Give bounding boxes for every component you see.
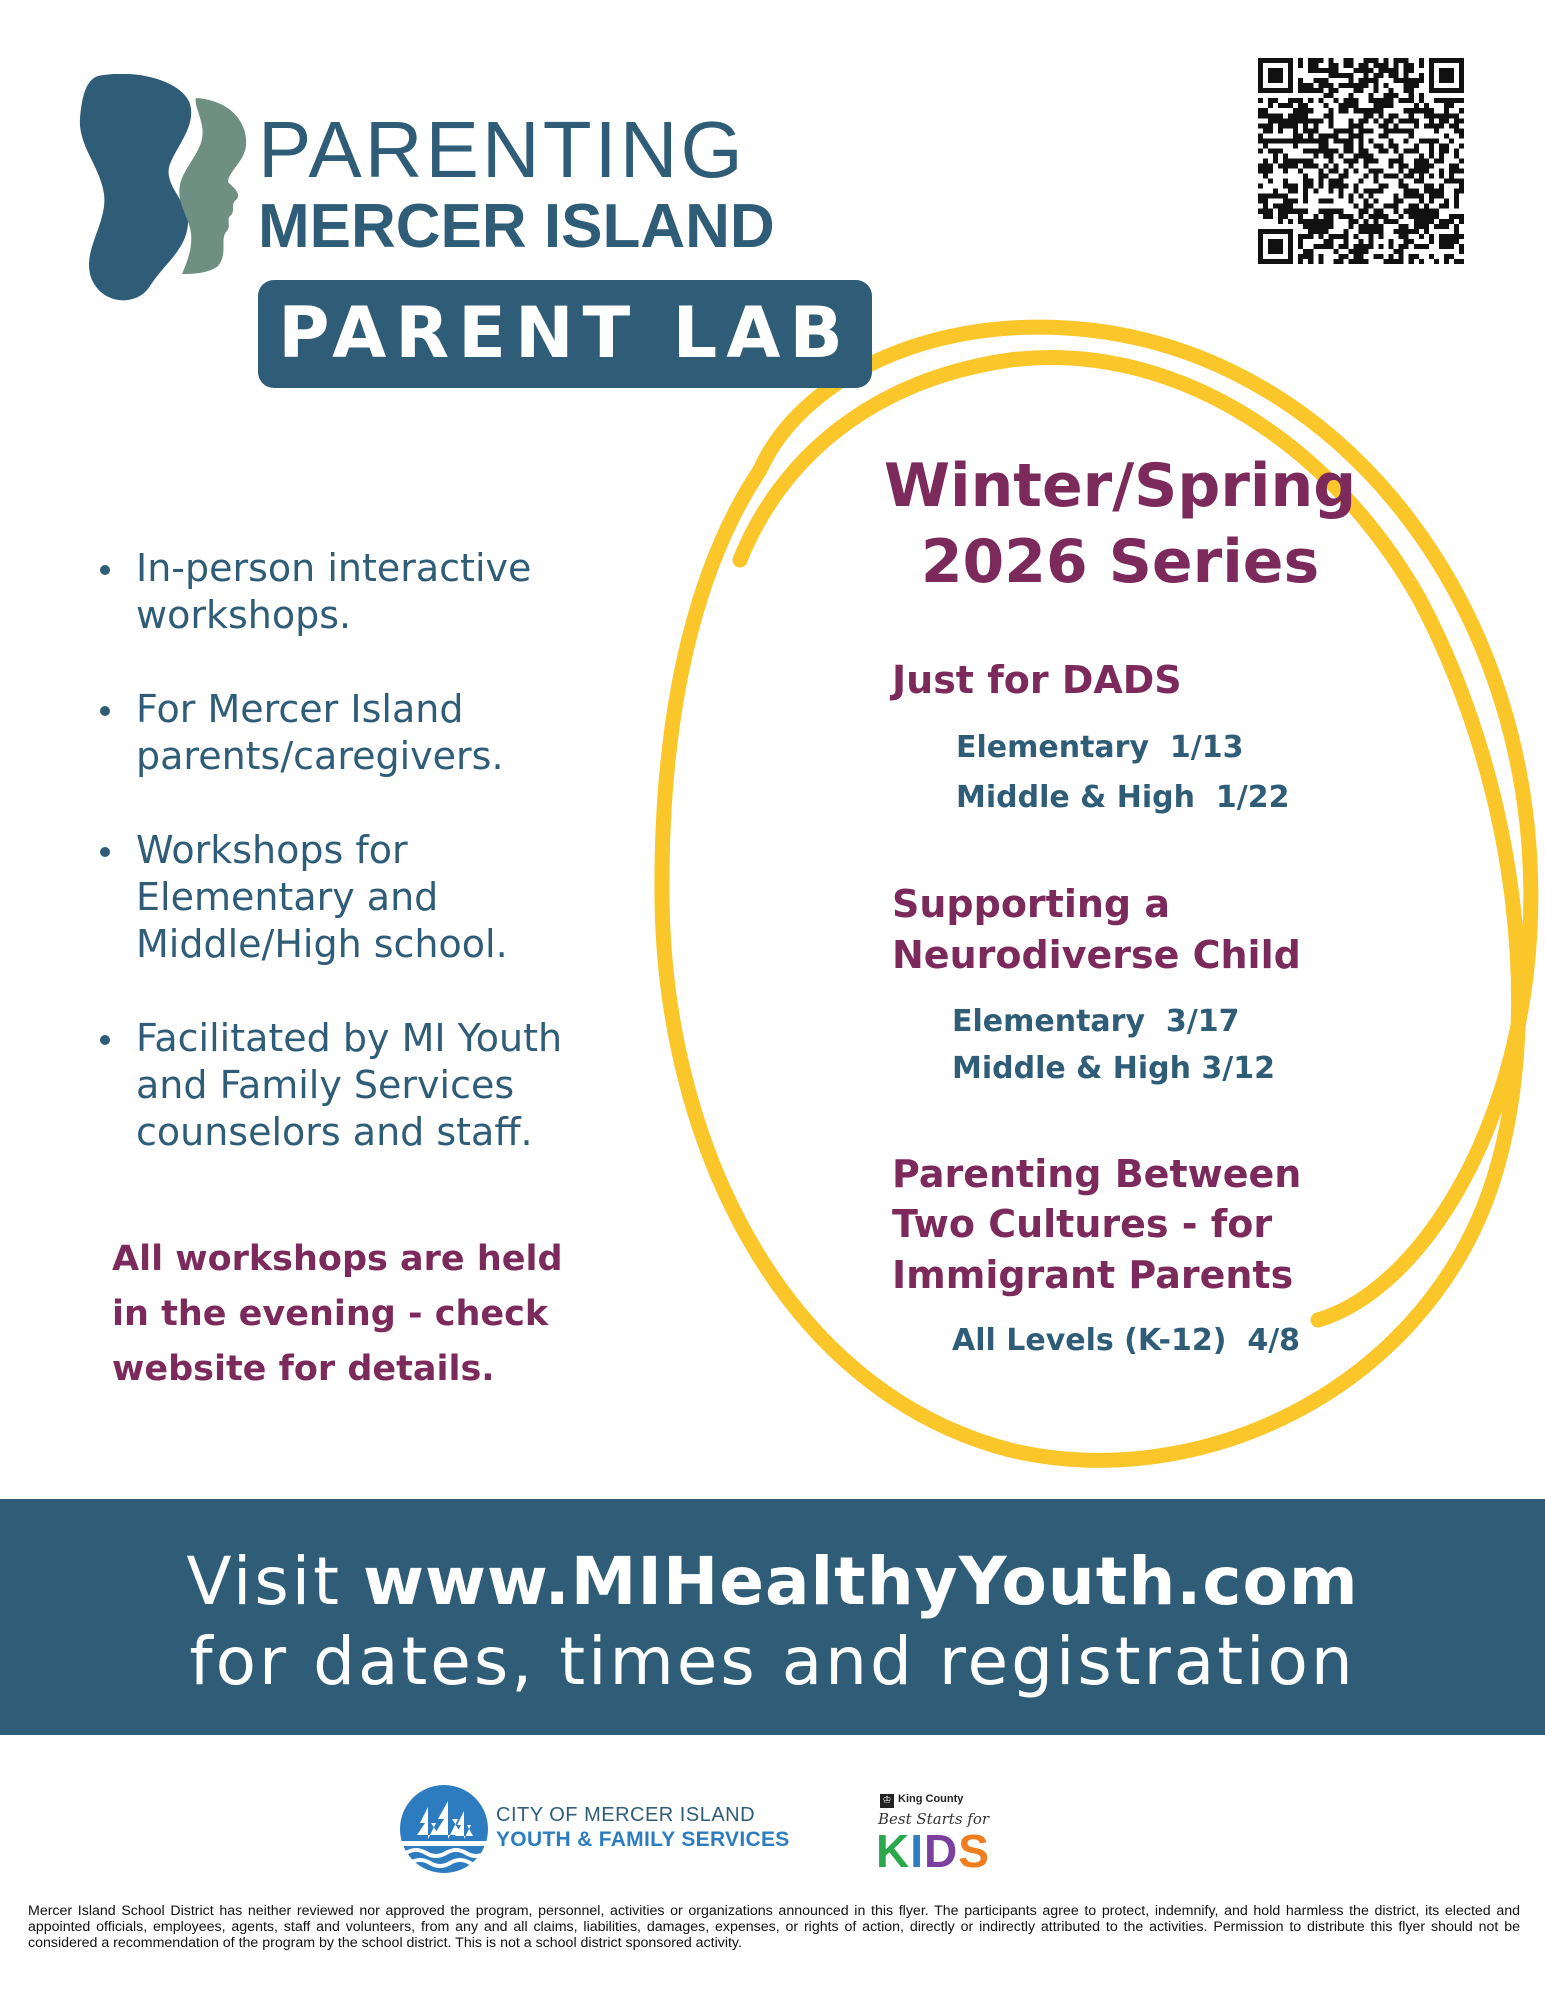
parent-lab-label: PARENT LAB [278,292,852,374]
bullet-icon [100,847,110,857]
website-banner [0,1499,1545,1735]
kids-logo-text [876,1825,990,1877]
list-item: Workshops for Elementary and Middle/High school. [100,827,620,968]
banner-line2: for dates, times and registration [189,1623,1356,1700]
best-starts-label: Best Starts for [878,1810,990,1828]
logo-title: PARENTING [258,105,746,194]
kids-letter: S [958,1825,990,1877]
disclaimer-text: Mercer Island School District has neither reviewed nor approved the program, personnel, activities or organizations announced in this flyer. The participants agree to protect, indemnify, and hold harmless the district, its elected and appointed officials, employees, agents, staff and volunteers, from any and all claims, liabilities, damages, expenses, or rights of action, directly or indirectly attributed to the activities. Permission to distribute this flyer should not be considered a recommendation of the program by the school district. This is not a school district sponsored activity. [28,1903,1520,1951]
section-title-two-cultures: Parenting Between [892,1152,1302,1196]
bullet-icon [100,565,110,575]
yfs-city-label: CITY OF MERCER ISLAND [496,1804,756,1826]
visit-label: Visit [186,1543,342,1620]
banner-line1 [0,1543,1545,1621]
kids-letter: I [910,1825,925,1877]
yfs-name-label: YOUTH & FAMILY SERVICES [496,1828,790,1851]
session-item: Elementary 3/17 [952,1004,1240,1039]
bullet-icon [100,1035,110,1045]
series-title: Winter/Spring 2026 Series [883,451,1357,597]
list-item: In-person interactive workshops. [100,545,620,639]
feature-list [100,545,620,1203]
king-county-label: King County [898,1793,964,1805]
section-title-dads: Just for DADS [892,658,1182,702]
list-item: Facilitated by MI Youth and Family Services counselors and staff. [100,1015,620,1156]
session-item: All Levels (K-12) 4/8 [952,1323,1301,1358]
kids-letter: K [876,1825,911,1877]
qr-code-icon[interactable] [1258,58,1464,264]
kids-letter: D [924,1825,959,1877]
section-title-neurodiverse-line2: Neurodiverse Child [892,933,1301,977]
bullet-icon [100,706,110,716]
youth-family-services-logo-icon [398,1783,490,1875]
list-item: For Mercer Island parents/caregivers. [100,686,620,780]
session-item: Middle & High 1/22 [956,780,1290,815]
parent-lab-badge [258,280,872,388]
website-link[interactable]: www.MIHealthyYouth.com [362,1543,1359,1620]
session-item: Elementary 1/13 [956,730,1244,765]
session-item: Middle & High 3/12 [952,1051,1276,1086]
section-title-two-cultures-line3: Immigrant Parents [892,1253,1294,1297]
section-title-neurodiverse: Supporting a [892,882,1170,926]
logo-subtitle: MERCER ISLAND [258,192,775,261]
king-county-icon: ♔ [880,1794,894,1808]
evening-note: All workshops are held in the evening - check website for details. [112,1239,563,1389]
section-title-two-cultures-line2: Two Cultures - for [892,1202,1273,1246]
parenting-logo-icon [78,74,248,304]
